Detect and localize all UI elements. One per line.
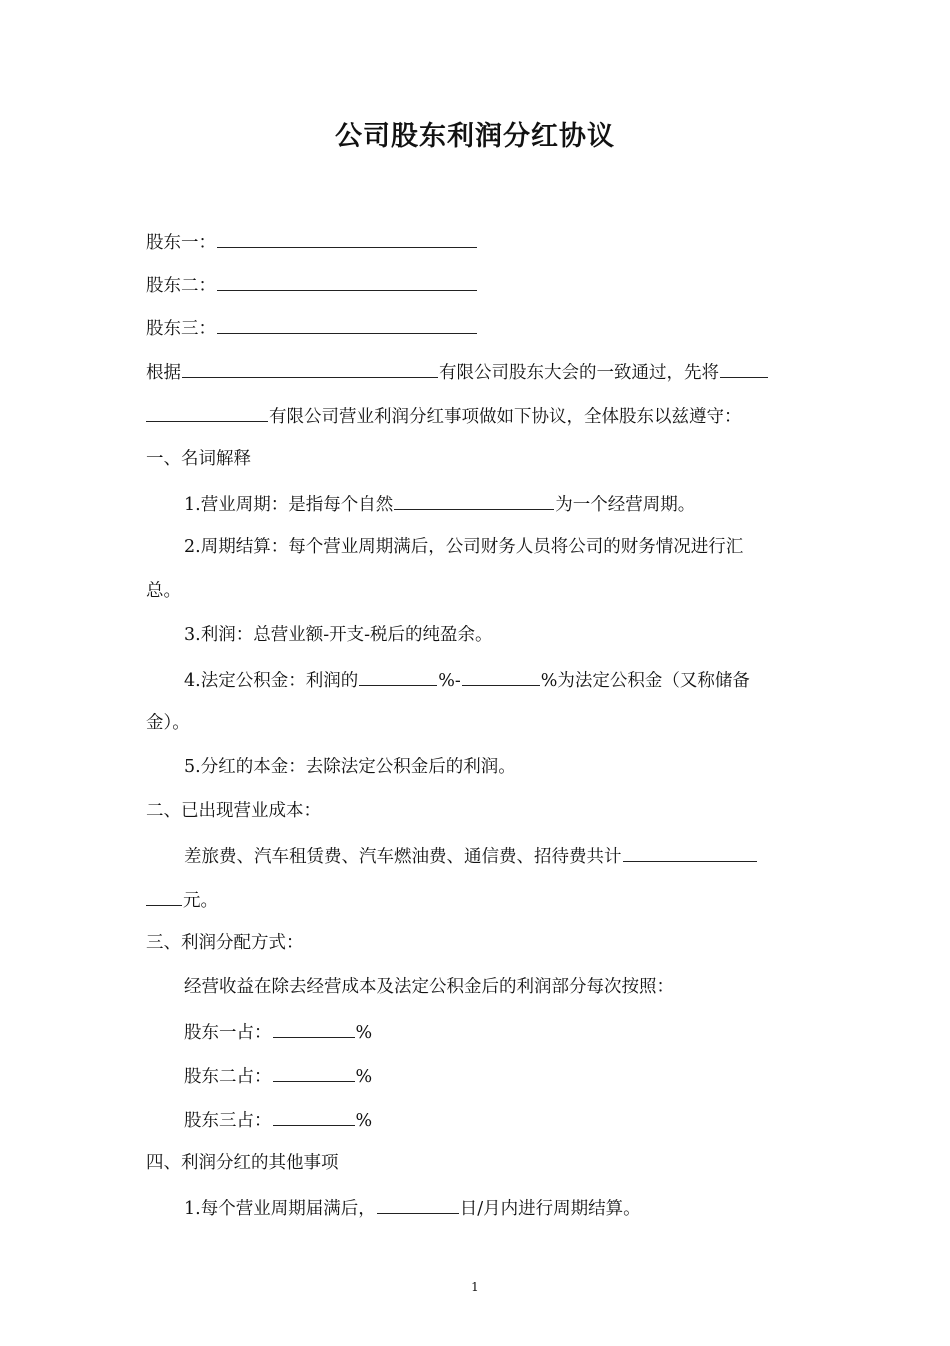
- item-1-text-a: 1.营业周期：是指每个自然: [184, 495, 394, 515]
- shareholder-2-line: [146, 272, 806, 298]
- settlement-text-a: 1.每个营业周期届满后，: [184, 1199, 376, 1219]
- item-4-text-c: %为法定公积金（又称储备: [540, 671, 750, 691]
- item-4-text-a: 4.法定公积金：利润的: [184, 671, 359, 691]
- section-4-heading: 四、利润分红的其他事项: [146, 1153, 339, 1173]
- shareholder-3-line: [146, 315, 806, 341]
- settlement-days-blank[interactable]: [377, 1195, 459, 1214]
- shareholder-1-blank[interactable]: [217, 229, 477, 248]
- reserve-min-blank[interactable]: [359, 667, 437, 686]
- share-ratio-2-unit: %: [355, 1067, 373, 1087]
- share-ratio-3-blank[interactable]: [273, 1107, 355, 1126]
- company-name-blank-2a[interactable]: [720, 359, 768, 378]
- share-ratio-1: [184, 1019, 844, 1045]
- share-ratio-1-label: 股东一占：: [184, 1023, 272, 1043]
- section-2-body-line-2: [146, 887, 806, 913]
- section-2-heading: 二、已出现营业成本：: [146, 801, 321, 821]
- item-4-text-b: %-: [438, 671, 461, 691]
- cost-unit-text: 元。: [183, 891, 218, 911]
- share-ratio-1-blank[interactable]: [273, 1019, 355, 1038]
- share-ratio-2-blank[interactable]: [273, 1063, 355, 1082]
- item-1-text-b: 为一个经营周期。: [555, 495, 696, 515]
- intro-text-2: 有限公司股东大会的一致通过，先将: [439, 363, 719, 383]
- page-number: 1: [471, 1280, 479, 1294]
- section-1-item-4-line-1: [184, 667, 844, 693]
- section-4-item-1: [184, 1195, 844, 1221]
- intro-text-1: 根据: [146, 363, 181, 383]
- share-ratio-2: [184, 1063, 844, 1089]
- cost-text: 差旅费、汽车租赁费、汽车燃油费、通信费、招待费共计: [184, 847, 622, 867]
- cost-amount-blank-a[interactable]: [623, 843, 757, 862]
- section-1-item-2-line-1: 2.周期结算：每个营业周期满后，公司财务人员将公司的财务情况进行汇: [184, 537, 744, 557]
- settlement-text-b: 日/月内进行周期结算。: [459, 1199, 641, 1219]
- shareholder-1-label: 股东一：: [146, 233, 216, 253]
- shareholder-3-blank[interactable]: [217, 315, 477, 334]
- intro-line-2: [146, 403, 806, 429]
- cost-amount-blank-b[interactable]: [146, 887, 182, 906]
- section-1-item-2-line-2: 总。: [146, 581, 181, 601]
- reserve-max-blank[interactable]: [462, 667, 540, 686]
- section-3-heading: 三、利润分配方式：: [146, 933, 304, 953]
- share-ratio-3: [184, 1107, 844, 1133]
- section-1-item-3: 3.利润：总营业额-开支-税后的纯盈余。: [184, 625, 493, 645]
- document-title: 公司股东利润分红协议: [335, 121, 615, 152]
- company-name-blank-1[interactable]: [182, 359, 438, 378]
- section-3-body: 经营收益在除去经营成本及法定公积金后的利润部分每次按照：: [184, 977, 674, 997]
- natural-period-blank[interactable]: [394, 491, 554, 510]
- shareholder-2-blank[interactable]: [217, 272, 477, 291]
- share-ratio-2-label: 股东二占：: [184, 1067, 272, 1087]
- section-1-item-1: [184, 491, 844, 517]
- share-ratio-3-label: 股东三占：: [184, 1111, 272, 1131]
- share-ratio-3-unit: %: [355, 1111, 373, 1131]
- section-1-item-5: 5.分红的本金：去除法定公积金后的利润。: [184, 757, 516, 777]
- intro-text-3: 有限公司营业利润分红事项做如下协议，全体股东以兹遵守：: [269, 407, 742, 427]
- section-2-body-line-1: [184, 843, 844, 869]
- company-name-blank-2b[interactable]: [146, 403, 268, 422]
- shareholder-1-line: [146, 229, 806, 255]
- intro-line-1: [146, 359, 806, 385]
- share-ratio-1-unit: %: [355, 1023, 373, 1043]
- shareholder-3-label: 股东三：: [146, 319, 216, 339]
- section-1-heading: 一、名词解释: [146, 449, 251, 469]
- section-1-item-4-line-2: 金）。: [146, 713, 190, 733]
- shareholder-2-label: 股东二：: [146, 276, 216, 296]
